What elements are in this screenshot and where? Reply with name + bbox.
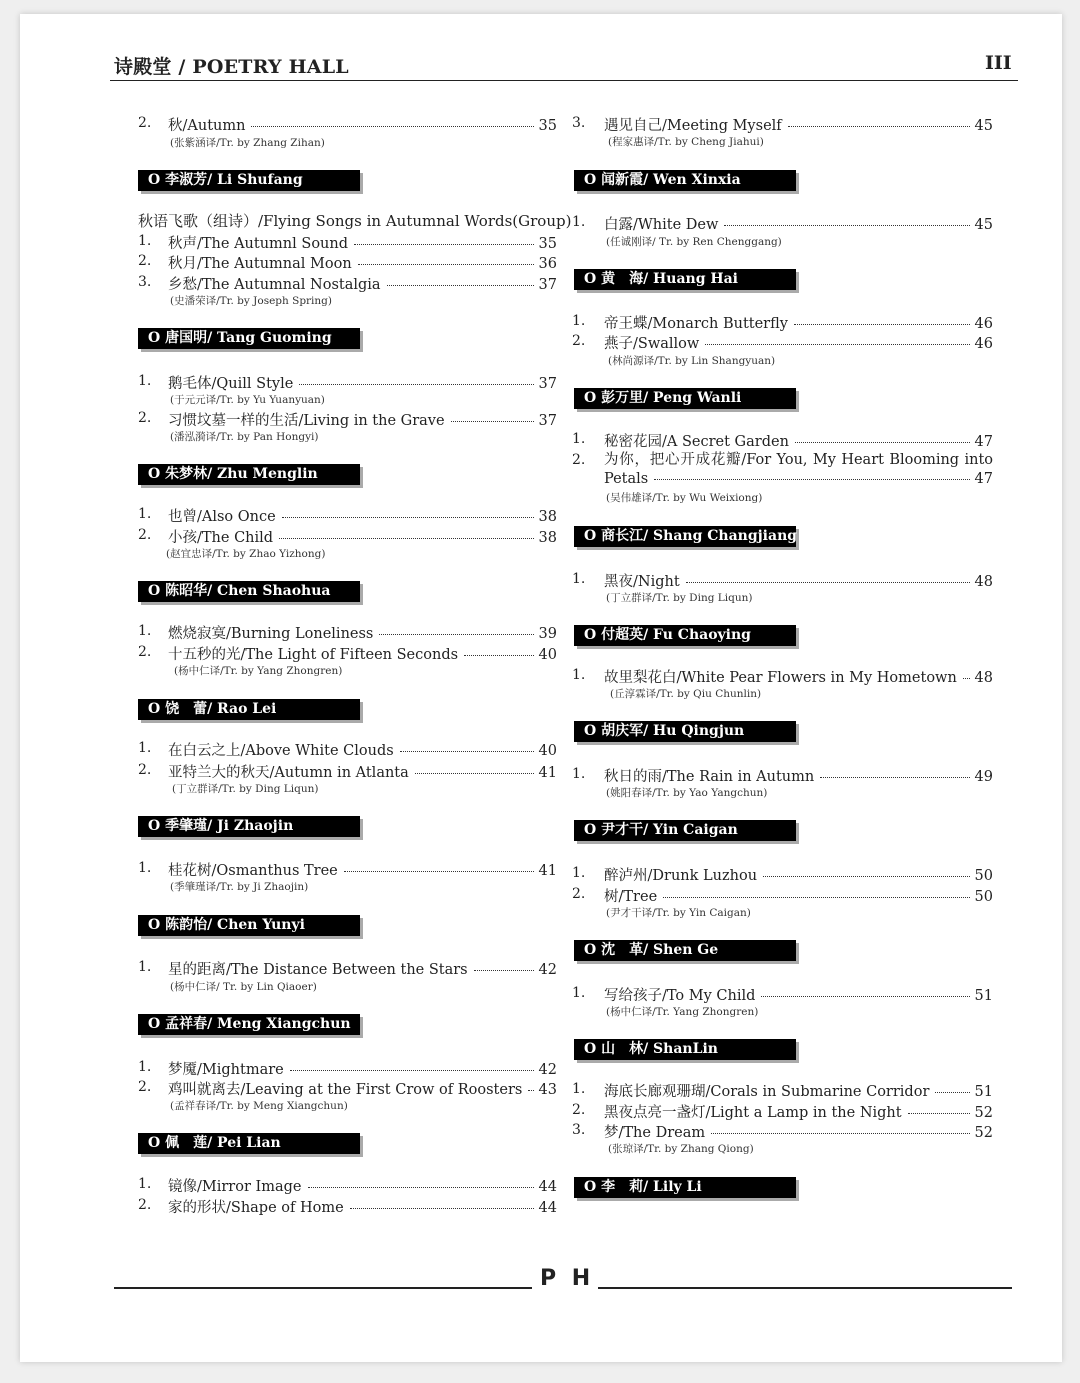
entry-number: 1. <box>138 1059 152 1075</box>
poet-heading-lily-li: O 李 莉/ Lily Li <box>574 1177 796 1198</box>
entry-number: 1. <box>138 860 152 876</box>
translator-credit: (尹才干译/Tr. by Yin Caigan) <box>606 907 751 919</box>
entry-number: 2. <box>138 527 152 543</box>
entry-title: 海底长廊观珊瑚/Corals in Submarine Corridor <box>604 1084 930 1100</box>
toc-entry-shape-of-home[interactable] <box>168 1196 557 1217</box>
toc-entry-light-of-fifteen-seconds[interactable] <box>168 643 557 664</box>
toc-entry-distance-between-stars[interactable] <box>168 958 557 979</box>
toc-entry-light-a-lamp[interactable] <box>604 1101 993 1122</box>
toc-entry-drunk-luzhou[interactable] <box>604 864 993 885</box>
entry-number: 1. <box>572 214 586 230</box>
entry-page: 50 <box>974 889 993 905</box>
entry-number: 1. <box>138 373 152 389</box>
entry-page: 37 <box>538 376 557 392</box>
entry-title: 燃烧寂寞/Burning Loneliness <box>168 626 374 642</box>
translator-credit: (杨中仁译/Tr. by Yang Zhongren) <box>174 665 343 677</box>
dot-leader <box>415 772 534 774</box>
entry-number: 1. <box>572 571 586 587</box>
toc-entry-the-child[interactable] <box>168 526 557 547</box>
entry-number: 1. <box>572 667 586 683</box>
dot-leader <box>354 243 534 245</box>
toc-entry-also-once[interactable] <box>168 505 557 526</box>
entry-number: 3. <box>572 115 586 131</box>
poet-heading-chen-shaohua: O 陈昭华/ Chen Shaohua <box>138 581 360 602</box>
page-header-title: 诗殿堂 / POETRY HALL <box>114 56 349 78</box>
entry-number: 2. <box>572 452 586 468</box>
entry-number: 3. <box>138 274 152 290</box>
entry-page: 51 <box>974 1084 993 1100</box>
entry-title: 乡愁/The Autumnal Nostalgia <box>168 277 381 293</box>
toc-entry-mightmare[interactable] <box>168 1058 557 1079</box>
entry-number: 1. <box>572 766 586 782</box>
entry-page: 49 <box>974 769 993 785</box>
entry-page: 44 <box>538 1179 557 1195</box>
toc-entry-white-pear-flowers[interactable] <box>604 666 993 687</box>
toc-entry-white-dew[interactable] <box>604 213 993 234</box>
toc-entry-autumnl-sound[interactable] <box>168 232 557 253</box>
entry-number: 1. <box>572 313 586 329</box>
entry-title: 秋/Autumn <box>168 118 246 134</box>
toc-entry-heart-blooming-line1[interactable]: 为你，把心开成花瓣/For You, My Heart Blooming into <box>604 452 993 468</box>
entry-page: 52 <box>974 1125 993 1141</box>
entry-number: 3. <box>572 1122 586 1138</box>
translator-credit: (杨中仁译/Tr. Yang Zhongren) <box>606 1006 759 1018</box>
toc-entry-autumnal-nostalgia[interactable] <box>168 273 557 294</box>
dot-leader <box>794 323 970 325</box>
poet-heading-yin-caigan: O 尹才干/ Yin Caigan <box>574 820 796 841</box>
entry-page: 40 <box>538 743 557 759</box>
entry-title: 秘密花园/A Secret Garden <box>604 434 789 450</box>
translator-credit: (姚阳春译/Tr. by Yao Yangchun) <box>606 787 768 799</box>
translator-credit: (张紫涵译/Tr. by Zhang Zihan) <box>170 137 325 149</box>
entry-title: 也曾/Also Once <box>168 509 276 525</box>
entry-title: 黑夜点亮一盏灯/Light a Lamp in the Night <box>604 1105 902 1121</box>
poet-heading-pei-lian: O 佩 莲/ Pei Lian <box>138 1133 360 1154</box>
dot-leader <box>387 284 534 286</box>
entry-number: 2. <box>138 253 152 269</box>
entry-title: 鸡叫就离去/Leaving at the First Crow of Roosters <box>168 1082 523 1098</box>
toc-entry-osmanthus-tree[interactable] <box>168 859 557 880</box>
translator-credit: (孟祥春译/Tr. by Meng Xiangchun) <box>170 1100 348 1112</box>
entry-page: 44 <box>538 1200 557 1216</box>
entry-page: 51 <box>974 988 993 1004</box>
toc-entry-quill-style[interactable] <box>168 372 557 393</box>
dot-leader <box>344 870 534 872</box>
dot-leader <box>761 995 969 997</box>
footer-rule-right <box>598 1287 1012 1289</box>
dot-leader <box>279 537 533 539</box>
entry-number: 1. <box>138 623 152 639</box>
dot-leader <box>724 224 969 226</box>
entry-page: 37 <box>538 277 557 293</box>
translator-credit: (丁立群译/Tr. by Ding Liqun) <box>606 592 753 604</box>
dot-leader <box>763 875 970 877</box>
entry-title: 亚特兰大的秋天/Autumn in Atlanta <box>168 765 409 781</box>
poet-heading-shen-ge: O 沈 革/ Shen Ge <box>574 940 796 961</box>
translator-credit: (史潘荣译/Tr. by Joseph Spring) <box>170 295 332 307</box>
dot-leader <box>251 125 533 127</box>
entry-title: 小孩/The Child <box>168 530 274 546</box>
toc-entry-swallow[interactable] <box>604 332 993 353</box>
translator-credit: (丘淳霖译/Tr. by Qiu Chunlin) <box>610 688 762 700</box>
entry-number: 1. <box>572 865 586 881</box>
poet-heading-shang-changjiang: O 商长江/ Shang Changjiang <box>574 526 796 547</box>
dot-leader <box>908 1112 970 1114</box>
entry-number: 2. <box>138 410 152 426</box>
entry-number: 2. <box>572 1102 586 1118</box>
dot-leader <box>358 263 534 265</box>
poet-heading-hu-qingjun: O 胡庆军/ Hu Qingjun <box>574 721 796 742</box>
translator-credit: (林尚源译/Tr. by Lin Shangyuan) <box>608 355 776 367</box>
dot-leader <box>935 1091 969 1093</box>
dot-leader <box>400 750 534 752</box>
entry-page: 41 <box>538 863 557 879</box>
dot-leader <box>528 1089 533 1091</box>
translator-credit: (杨中仁译/ Tr. by Lin Qiaoer) <box>170 981 317 993</box>
poet-heading-shanlin: O 山 林/ ShanLin <box>574 1039 796 1060</box>
entry-number: 1. <box>138 740 152 756</box>
entry-page: 52 <box>974 1105 993 1121</box>
entry-page: 43 <box>538 1082 557 1098</box>
entry-title: 在白云之上/Above White Clouds <box>168 743 394 759</box>
toc-entry-above-white-clouds[interactable] <box>168 739 557 760</box>
translator-credit: (吴伟雄译/Tr. by Wu Weixiong) <box>606 492 763 504</box>
entry-number: 1. <box>138 1176 152 1192</box>
footer-logo: P H <box>540 1266 595 1291</box>
entry-number: 2. <box>138 762 152 778</box>
entry-page: 47 <box>974 471 993 487</box>
poet-heading-fu-chaoying: O 付超英/ Fu Chaoying <box>574 625 796 646</box>
entry-title: 梦/The Dream <box>604 1125 706 1141</box>
toc-entry-to-my-child[interactable] <box>604 984 993 1005</box>
entry-title: Petals <box>604 471 649 487</box>
poet-heading-zhu-menglin: O 朱梦林/ Zhu Menglin <box>138 464 360 485</box>
entry-title: 黑夜/Night <box>604 574 680 590</box>
entry-number: 1. <box>138 959 152 975</box>
poet-heading-huang-hai: O 黄 海/ Huang Hai <box>574 269 796 290</box>
translator-credit: (任诚刚译/ Tr. by Ren Chenggang) <box>606 236 782 248</box>
entry-number: 2. <box>138 1197 152 1213</box>
entry-title: 醉泸州/Drunk Luzhou <box>604 868 758 884</box>
entry-title: 鹅毛体/Quill Style <box>168 376 294 392</box>
dot-leader <box>350 1207 534 1209</box>
dot-leader <box>711 1132 969 1134</box>
dot-leader <box>820 776 969 778</box>
entry-number: 1. <box>572 431 586 447</box>
entry-title: 故里梨花白/White Pear Flowers in My Hometown <box>604 670 957 686</box>
entry-page: 38 <box>538 509 557 525</box>
footer-rule-left <box>114 1287 532 1289</box>
entry-title: 秋声/The Autumnl Sound <box>168 236 349 252</box>
entry-page: 45 <box>974 217 993 233</box>
dot-leader <box>474 969 534 971</box>
toc-entry-mirror-image[interactable] <box>168 1175 557 1196</box>
toc-entry-heart-blooming[interactable] <box>604 471 993 487</box>
entry-title: 家的形状/Shape of Home <box>168 1200 344 1216</box>
entry-title: 秋日的雨/The Rain in Autumn <box>604 769 815 785</box>
poet-heading-rao-lei: O 饶 蕾/ Rao Lei <box>138 699 360 720</box>
entry-title: 树/Tree <box>604 889 658 905</box>
entry-number: 2. <box>138 1079 152 1095</box>
page-number: III <box>985 52 1012 74</box>
toc-entry-autumnal-moon[interactable] <box>168 252 557 273</box>
entry-page: 40 <box>538 647 557 663</box>
entry-title: 星的距离/The Distance Between the Stars <box>168 962 468 978</box>
poet-heading-li-shufang: O 李淑芳/ Li Shufang <box>138 170 360 191</box>
poet-heading-wen-xinxia: O 闻新霞/ Wen Xinxia <box>574 170 796 191</box>
dot-leader <box>795 441 970 443</box>
entry-page: 45 <box>974 118 993 134</box>
translator-credit: (季肇瑾译/Tr. by Ji Zhaojin) <box>170 881 309 893</box>
toc-entry-secret-garden[interactable] <box>604 430 993 451</box>
entry-title: 帝王蝶/Monarch Butterfly <box>604 316 788 332</box>
entry-number: 1. <box>138 506 152 522</box>
entry-title: 桂花树/Osmanthus Tree <box>168 863 338 879</box>
dot-leader <box>308 1186 534 1188</box>
poet-heading-chen-yunyi: O 陈韵怡/ Chen Yunyi <box>138 915 360 936</box>
entry-title: 秋月/The Autumnal Moon <box>168 256 352 272</box>
dot-leader <box>788 125 970 127</box>
toc-entry-living-in-the-grave[interactable] <box>168 409 557 430</box>
entry-title: 习惯坟墓一样的生活/Living in the Grave <box>168 413 445 429</box>
entry-page: 36 <box>538 256 557 272</box>
toc-entry-tree[interactable] <box>604 885 993 906</box>
entry-number: 1. <box>572 985 586 1001</box>
dot-leader <box>451 420 534 422</box>
entry-title: 镜像/Mirror Image <box>168 1179 302 1195</box>
toc-entry-the-dream[interactable] <box>604 1121 993 1142</box>
entry-number: 2. <box>138 644 152 660</box>
dot-leader <box>654 478 969 480</box>
dot-leader <box>464 654 534 656</box>
toc-entry-corals[interactable] <box>604 1080 993 1101</box>
entry-page: 46 <box>974 336 993 352</box>
dot-leader <box>379 633 533 635</box>
dot-leader <box>963 677 970 679</box>
dot-leader <box>686 581 970 583</box>
entry-title: 写给孩子/To My Child <box>604 988 756 1004</box>
entry-number: 1. <box>572 1081 586 1097</box>
entry-title: 燕子/Swallow <box>604 336 700 352</box>
toc-entry-night[interactable] <box>604 570 993 591</box>
translator-credit: (赵宜忠译/Tr. by Zhao Yizhong) <box>166 548 326 560</box>
entry-number: 2. <box>138 115 152 131</box>
toc-entry-autumn-in-atlanta[interactable] <box>168 761 557 782</box>
header-divider <box>110 80 1018 81</box>
toc-entry-monarch-butterfly[interactable] <box>604 312 993 333</box>
entry-title: 白露/White Dew <box>604 217 719 233</box>
entry-page: 42 <box>538 1062 557 1078</box>
toc-entry-rain-in-autumn[interactable] <box>604 765 993 786</box>
entry-title: 十五秒的光/The Light of Fifteen Seconds <box>168 647 459 663</box>
translator-credit: (潘泓漪译/Tr. by Pan Hongyi) <box>170 431 319 443</box>
toc-entry-meeting-myself[interactable] <box>604 114 993 135</box>
dot-leader <box>290 1069 534 1071</box>
poet-heading-tang-guoming: O 唐国明/ Tang Guoming <box>138 328 360 349</box>
entry-page: 41 <box>538 765 557 781</box>
entry-page: 37 <box>538 413 557 429</box>
entry-page: 38 <box>538 530 557 546</box>
toc-entry-burning-loneliness[interactable] <box>168 622 557 643</box>
dot-leader <box>282 516 534 518</box>
entry-page: 47 <box>974 434 993 450</box>
entry-page: 35 <box>538 118 557 134</box>
translator-credit: (丁立群译/Tr. by Ding Liqun) <box>172 783 319 795</box>
entry-page: 46 <box>974 316 993 332</box>
entry-title: 遇见自己/Meeting Myself <box>604 118 782 134</box>
dot-leader <box>299 383 533 385</box>
entry-page: 35 <box>538 236 557 252</box>
group-poem-title: 秋语飞歌（组诗）/Flying Songs in Autumnal Words(Group) <box>138 212 572 230</box>
entry-number: 2. <box>572 333 586 349</box>
entry-title: 梦魇/Mightmare <box>168 1062 284 1078</box>
entry-page: 48 <box>974 574 993 590</box>
entry-page: 48 <box>974 670 993 686</box>
entry-page: 42 <box>538 962 557 978</box>
toc-entry-autumn[interactable] <box>168 114 557 135</box>
toc-entry-crow-of-roosters[interactable] <box>168 1078 557 1099</box>
translator-credit: (程家惠译/Tr. by Cheng Jiahui) <box>608 136 764 148</box>
translator-credit: (张琼译/Tr. by Zhang Qiong) <box>608 1143 754 1155</box>
entry-page: 39 <box>538 626 557 642</box>
poet-heading-peng-wanli: O 彭万里/ Peng Wanli <box>574 388 796 409</box>
poet-heading-ji-zhaojin: O 季肇瑾/ Ji Zhaojin <box>138 816 360 837</box>
dot-leader <box>705 343 969 345</box>
document-page <box>20 14 1062 1362</box>
dot-leader <box>663 896 969 898</box>
entry-page: 50 <box>974 868 993 884</box>
entry-number: 1. <box>138 233 152 249</box>
entry-number: 2. <box>572 886 586 902</box>
poet-heading-meng-xiangchun: O 孟祥春/ Meng Xiangchun <box>138 1014 360 1035</box>
translator-credit: (于元元译/Tr. by Yu Yuanyuan) <box>170 394 325 406</box>
